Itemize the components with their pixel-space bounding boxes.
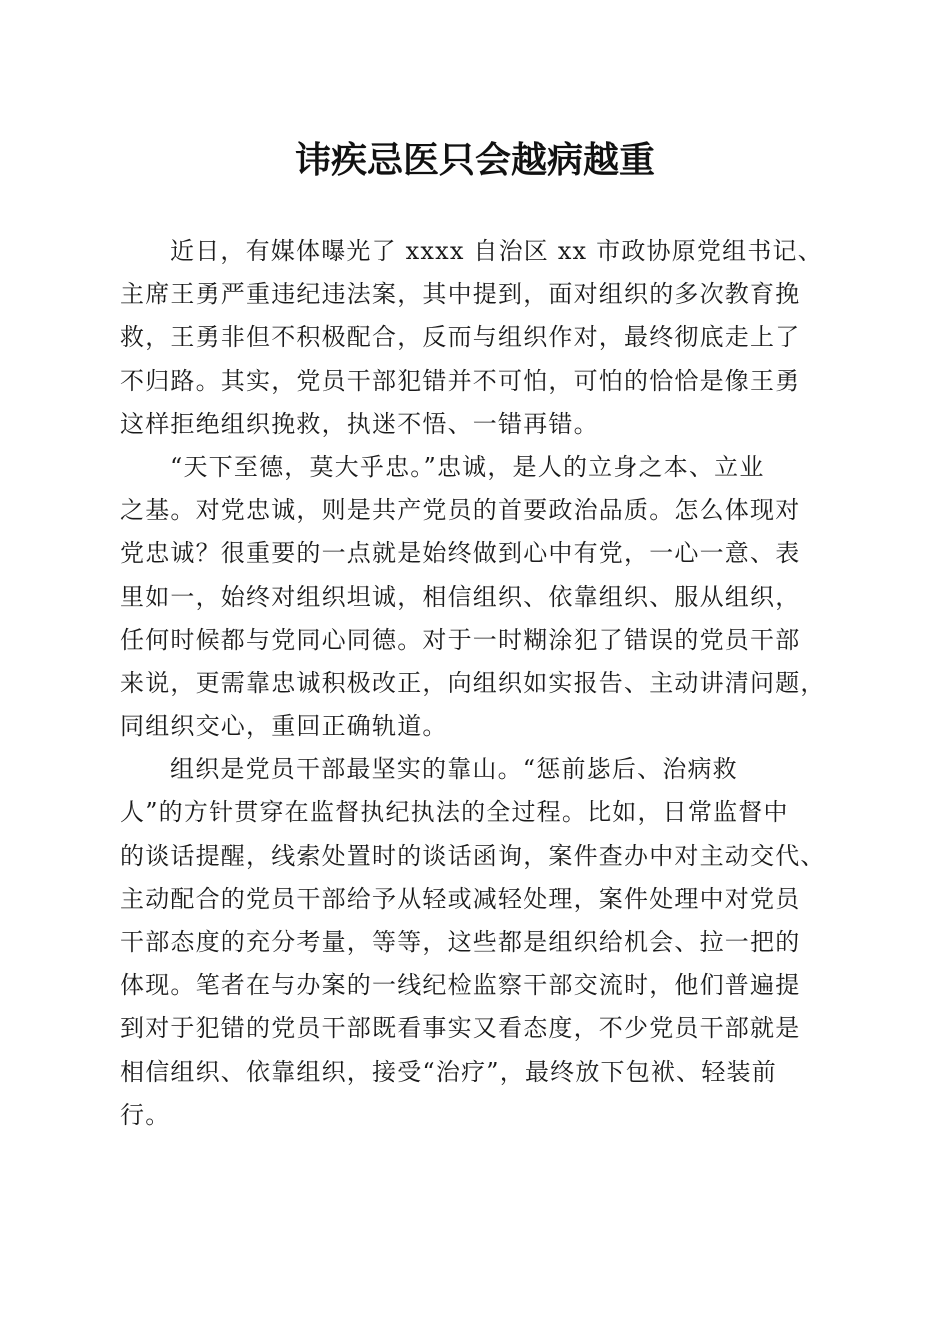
- text-line: 里如一，始终对组织坦诚，相信组织、依靠组织、服从组织，: [120, 582, 801, 611]
- text-line: 的谈话提醒，线索处置时的谈话函询，案件查办中对主动交代、: [120, 841, 826, 870]
- text-line: 任何时候都与党同心同德。对于一时糊涂犯了错误的党员干部: [120, 625, 801, 654]
- text-line: “天下至德，莫大乎忠。”忠诚，是人的立身之本、立业: [170, 452, 765, 481]
- text-line: 人”的方针贯穿在监督执纪执法的全过程。比如，日常监督中: [120, 798, 789, 827]
- document-body: [120, 230, 832, 1137]
- text-line: 救，王勇非但不积极配合，反而与组织作对，最终彻底走上了: [120, 323, 801, 352]
- text-line: 到对于犯错的党员干部既看事实又看态度，不少党员干部就是: [120, 1014, 801, 1043]
- text-line: 主动配合的党员干部给予从轻或减轻处理，案件处理中对党员: [120, 884, 801, 913]
- text-line: 相信组织、依靠组织，接受“治疗”，最终放下包袱、轻装前: [120, 1057, 777, 1086]
- text-line: 体现。笔者在与办案的一线纪检监察干部交流时，他们普遍提: [120, 971, 801, 1000]
- text-line: 来说，更需靠忠诚积极改正，向组织如实报告、主动讲清问题，: [120, 668, 826, 697]
- text-line: 主席王勇严重违纪违法案，其中提到，面对组织的多次教育挽: [120, 280, 801, 309]
- text-line: 干部态度的充分考量，等等，这些都是组织给机会、拉一把的: [120, 928, 801, 956]
- text-line: 党忠诚？很重要的一点就是始终做到心中有党，一心一意、表: [120, 539, 801, 568]
- paragraph-1: [120, 230, 832, 446]
- text-line: 同组织交心，重回正确轨道。: [120, 712, 448, 741]
- paragraph-2: [120, 446, 832, 748]
- text-line: 组织是党员干部最坚实的靠山。“惩前毖后、治病救: [170, 755, 738, 784]
- text-line: 行。: [120, 1100, 171, 1129]
- text-line: 之基。对党忠诚，则是共产党员的首要政治品质。怎么体现对: [120, 496, 801, 525]
- paragraph-3: [120, 748, 832, 1137]
- document-title: 讳疾忌医只会越病越重: [294, 139, 655, 181]
- text-line: 这样拒绝组织挽救，执迷不悟、一错再错。: [120, 409, 599, 438]
- text-line: 不归路。其实，党员干部犯错并不可怕，可怕的恰恰是像王勇: [120, 366, 801, 395]
- text-line: 近日，有媒体曝光了 xxxx 自治区 xx 市政协原党组书记、: [170, 237, 823, 265]
